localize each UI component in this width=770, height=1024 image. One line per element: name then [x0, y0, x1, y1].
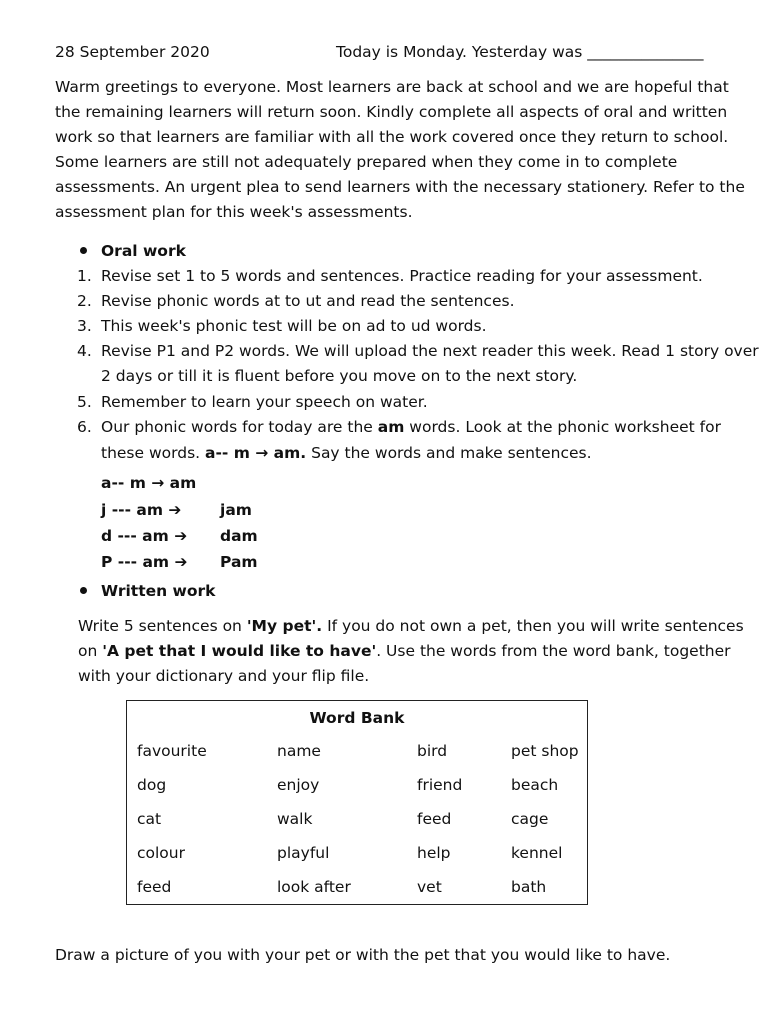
phonic-example: d --- am ➔ — [101, 527, 188, 545]
table-cell: vet — [417, 878, 442, 896]
bullet-icon — [80, 587, 87, 594]
table-cell: beach — [511, 776, 559, 794]
table-cell: feed — [417, 810, 452, 828]
item-text-continued: 2 days or till it is fluent before you move on to the next story. — [101, 367, 578, 385]
intro-line: assessments. An urgent plea to send learners with the necessary stationery. Refer to the — [55, 178, 745, 196]
text-part: these words. — [101, 444, 206, 462]
closing-instruction: Draw a picture of you with your pet or with the pet that you would like to have. — [55, 946, 671, 964]
text-part: words. Look at the phonic worksheet for — [404, 418, 721, 436]
word-bank-table — [126, 700, 588, 905]
text-part: on — [78, 642, 103, 660]
phonic-result: Pam — [220, 553, 258, 571]
intro-line: the remaining learners will return soon. Kindly complete all aspects of oral and written — [55, 103, 728, 121]
item-number: 2. — [77, 292, 92, 310]
item-number: 6. — [77, 418, 92, 436]
instruction-line: with your dictionary and your flip file. — [78, 667, 370, 685]
table-row — [127, 870, 588, 905]
item-text — [101, 416, 721, 438]
item-text: Revise phonic words at to ut and read the sentences. — [101, 292, 515, 310]
table-cell: help — [417, 844, 451, 862]
topic-1: 'My pet'. — [246, 617, 323, 635]
bullet-icon — [80, 247, 87, 254]
text-part: Our phonic words for today are the — [101, 418, 378, 436]
item-number: 5. — [77, 393, 92, 411]
date: 28 September 2020 — [55, 43, 210, 61]
table-cell: playful — [277, 844, 330, 862]
item-text-continued — [101, 442, 592, 464]
table-cell: colour — [137, 844, 185, 862]
table-cell: cat — [137, 810, 162, 828]
text-part: . Use the words from the word bank, together — [376, 642, 731, 660]
intro-line: work so that learners are familiar with all the work covered once they return to school. — [55, 128, 729, 146]
item-number: 1. — [77, 267, 92, 285]
table-row — [127, 768, 588, 802]
table-row — [127, 836, 588, 870]
topic-2: 'A pet that I would like to have' — [102, 642, 377, 660]
table-cell: pet shop — [511, 742, 579, 760]
text-part: Write 5 sentences on — [78, 617, 247, 635]
text-part: Say the words and make sentences. — [306, 444, 592, 462]
item-number: 4. — [77, 342, 92, 360]
table-cell: enjoy — [277, 776, 320, 794]
instruction-line — [78, 615, 744, 637]
table-row — [127, 802, 588, 836]
word-bank-header — [127, 701, 588, 735]
phonic-example: a-- m → am. — [205, 444, 307, 462]
table-cell: feed — [137, 878, 172, 896]
intro-line: Some learners are still not adequately prepared when they come in to complete — [55, 153, 678, 171]
table-cell: name — [277, 742, 321, 760]
intro-line: Warm greetings to everyone. Most learners are back at school and we are hopeful that — [55, 78, 729, 96]
table-cell: favourite — [137, 742, 207, 760]
table-cell: look after — [277, 878, 351, 896]
table-cell: walk — [277, 810, 313, 828]
table-cell: dog — [137, 776, 167, 794]
table-cell: bird — [417, 742, 448, 760]
phonic-result: dam — [220, 527, 258, 545]
text-part: If you do not own a pet, then you will write sentences — [322, 617, 744, 635]
phonic-example: P --- am ➔ — [101, 553, 188, 571]
phonic-example: j --- am ➔ — [101, 501, 182, 519]
instruction-line — [78, 640, 731, 662]
table-cell: friend — [417, 776, 463, 794]
item-text: Remember to learn your speech on water. — [101, 393, 428, 411]
oral-work-heading: Oral work — [101, 242, 186, 260]
item-text: This week's phonic test will be on ad to ud words. — [101, 317, 487, 335]
intro-line: assessment plan for this week's assessments. — [55, 203, 413, 221]
phonic-family: am — [377, 418, 405, 436]
table-cell: cage — [511, 810, 549, 828]
item-text: Revise set 1 to 5 words and sentences. Practice reading for your assessment. — [101, 267, 703, 285]
day-prompt: Today is Monday. Yesterday was _______________ — [336, 43, 704, 61]
item-number: 3. — [77, 317, 92, 335]
table-cell: bath — [511, 878, 547, 896]
item-text: Revise P1 and P2 words. We will upload the next reader this week. Read 1 story over — [101, 342, 759, 360]
phonic-result: jam — [220, 501, 252, 519]
word-bank-title: Word Bank — [309, 708, 405, 727]
written-work-heading: Written work — [101, 582, 216, 600]
phonic-example: a-- m → am — [101, 474, 197, 492]
table-cell: kennel — [511, 844, 563, 862]
table-row — [127, 734, 588, 768]
